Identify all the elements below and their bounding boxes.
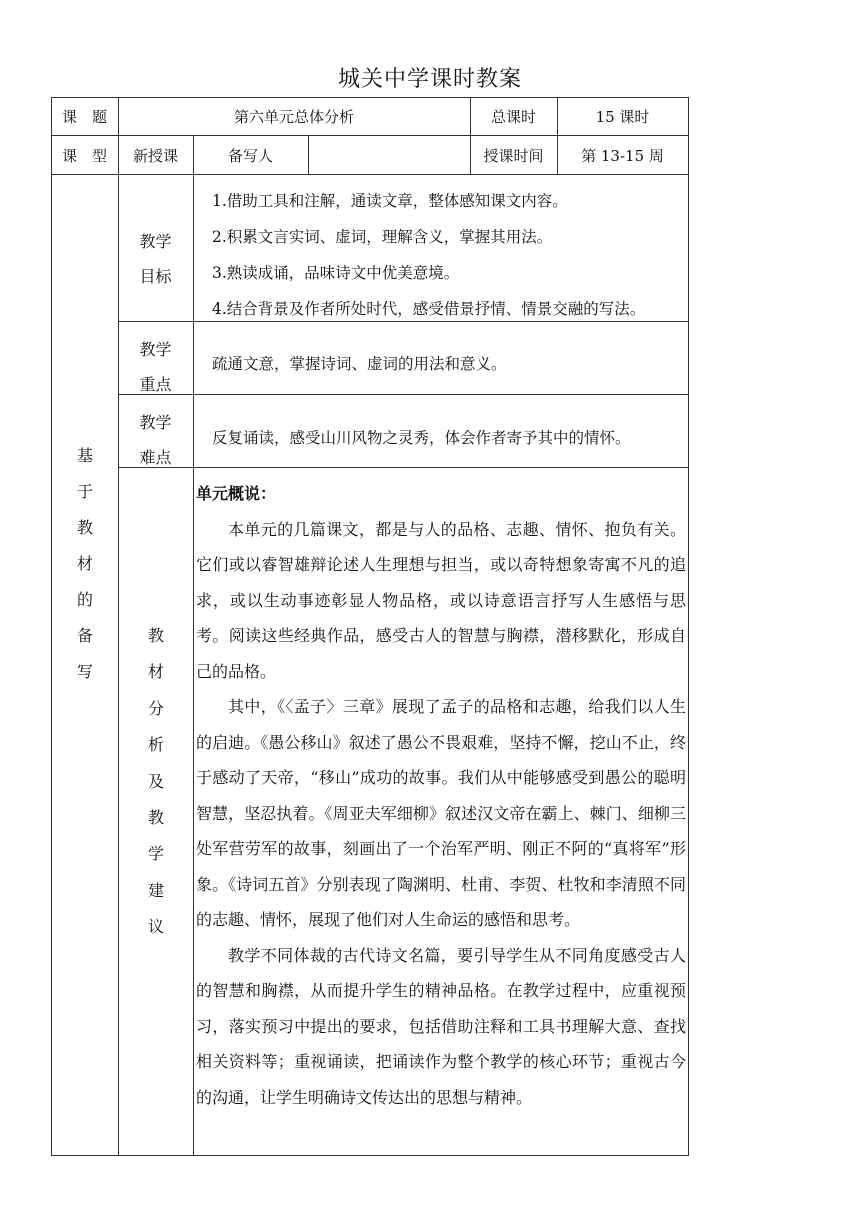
key-points-label bbox=[118, 332, 193, 402]
total-hours-value: 15 课时 bbox=[595, 108, 650, 126]
analysis-label-char: 分 bbox=[147, 698, 164, 718]
analysis-heading: 单元概说： bbox=[196, 484, 277, 503]
goals-label bbox=[118, 224, 193, 294]
table-rule bbox=[51, 135, 688, 136]
table-rule bbox=[51, 174, 688, 175]
side-label-char: 基 bbox=[76, 446, 93, 465]
side-label-char: 教 bbox=[76, 518, 93, 537]
difficulties-label-line: 教学 bbox=[139, 413, 172, 432]
table-rule bbox=[118, 394, 688, 395]
lesson-type-label: 课 型 bbox=[61, 147, 107, 165]
table-border-right bbox=[688, 97, 689, 1156]
goal-item: 1.借助工具和注解，通读文章，整体感知课文内容。 bbox=[212, 192, 568, 210]
key-points-label-line: 重点 bbox=[139, 375, 172, 394]
teaching-time-label: 授课时间 bbox=[483, 147, 544, 165]
goal-item: 2.积累文言实词、虚词，理解含义，掌握其用法。 bbox=[212, 228, 553, 246]
analysis-label-char: 学 bbox=[147, 844, 164, 864]
difficulties-label bbox=[118, 405, 193, 475]
goal-item: 4.结合背景及作者所处时代，感受借景抒情、情景交融的写法。 bbox=[212, 300, 646, 318]
side-label-char: 于 bbox=[76, 482, 93, 501]
goals-label-line: 教学 bbox=[139, 232, 172, 251]
analysis-body bbox=[196, 476, 686, 1115]
key-points-label-line: 教学 bbox=[139, 340, 172, 359]
table-rule bbox=[193, 135, 194, 1156]
side-label-char: 材 bbox=[76, 554, 93, 573]
analysis-label-char: 建 bbox=[147, 880, 164, 900]
difficulties-label-line: 难点 bbox=[139, 448, 172, 467]
table-rule bbox=[308, 135, 309, 175]
analysis-label-char: 议 bbox=[147, 917, 164, 937]
side-label-char: 的 bbox=[76, 590, 93, 609]
table-rule bbox=[118, 467, 688, 468]
analysis-paragraph: 教学不同体裁的古代诗文名篇，要引导学生从不同角度感受古人的智慧和胸襟，从而提升学生的精神品格。在教学过程中，应重视预习，落实预习中提出的要求，包括借助注释和工具书理解大意、查找相关资料等；重视诵读，把诵读作为整个教学的核心环节；重视古今的沟通，让学生明确诗文传达出的思想与精神。 bbox=[196, 945, 686, 1107]
analysis-label bbox=[141, 618, 171, 946]
table-border-bottom bbox=[51, 1155, 688, 1156]
teaching-time-value: 第 13-15 周 bbox=[581, 147, 664, 165]
difficulties-text: 反复诵读，感受山川风物之灵秀，体会作者寄予其中的情怀。 bbox=[212, 429, 631, 447]
lesson-type-value: 新授课 bbox=[132, 147, 178, 165]
key-points-text: 疏通文意，掌握诗词、虚词的用法和意义。 bbox=[212, 355, 507, 373]
analysis-label-char: 及 bbox=[147, 771, 164, 791]
analysis-paragraph: 其中，《〈孟子〉三章》展现了孟子的品格和志趣，给我们以人生的启迪。《愚公移山》叙述了愚公不畏艰难，坚持不懈，挖山不止，终于感动了天帝，“移山”成功的故事。我们从中能够感受到愚公的聪明智慧，坚忍执着。《周亚夫军细柳》叙述汉文帝在霸上、棘门、细柳三处军营劳军的故事，刻画出了一个治军严明、刚正不阿的“真将军”形象。《诗词五首》分别表现了陶渊明、杜甫、李贺、杜牧和李清照不同的志趣、情怀，展现了他们对人生命运的感悟和思考。 bbox=[196, 697, 686, 929]
goal-item: 3.熟读成诵，品味诗文中优美意境。 bbox=[212, 264, 460, 282]
total-hours-label: 总课时 bbox=[490, 108, 536, 126]
author-label: 备写人 bbox=[227, 147, 273, 165]
analysis-paragraph: 本单元的几篇课文，都是与人的品格、志趣、情怀、抱负有关。它们或以睿智雄辩论述人生理想与担当，或以奇特想象寄寓不凡的追求，或以生动事迹彰显人物品格，或以诗意语言抒写人生感悟与思考。阅读这些经典作品，感受古人的智慧与胸襟，潜移默化，形成自己的品格。 bbox=[196, 519, 686, 681]
table-border-left bbox=[51, 97, 52, 1156]
table-border-top bbox=[51, 97, 688, 98]
page-title: 城关中学课时教案 bbox=[337, 67, 522, 92]
side-label-char: 备 bbox=[76, 626, 93, 645]
analysis-label-char: 教 bbox=[147, 626, 164, 645]
goals-label-line: 目标 bbox=[139, 267, 172, 286]
table-rule bbox=[118, 321, 688, 322]
analysis-label-char: 析 bbox=[147, 735, 164, 755]
analysis-label-char: 教 bbox=[147, 808, 164, 828]
side-label bbox=[70, 438, 100, 690]
side-label-char: 写 bbox=[76, 662, 93, 681]
topic-label: 课 题 bbox=[61, 108, 107, 126]
topic-value: 第六单元总体分析 bbox=[233, 108, 354, 126]
analysis-label-char: 材 bbox=[147, 662, 164, 682]
